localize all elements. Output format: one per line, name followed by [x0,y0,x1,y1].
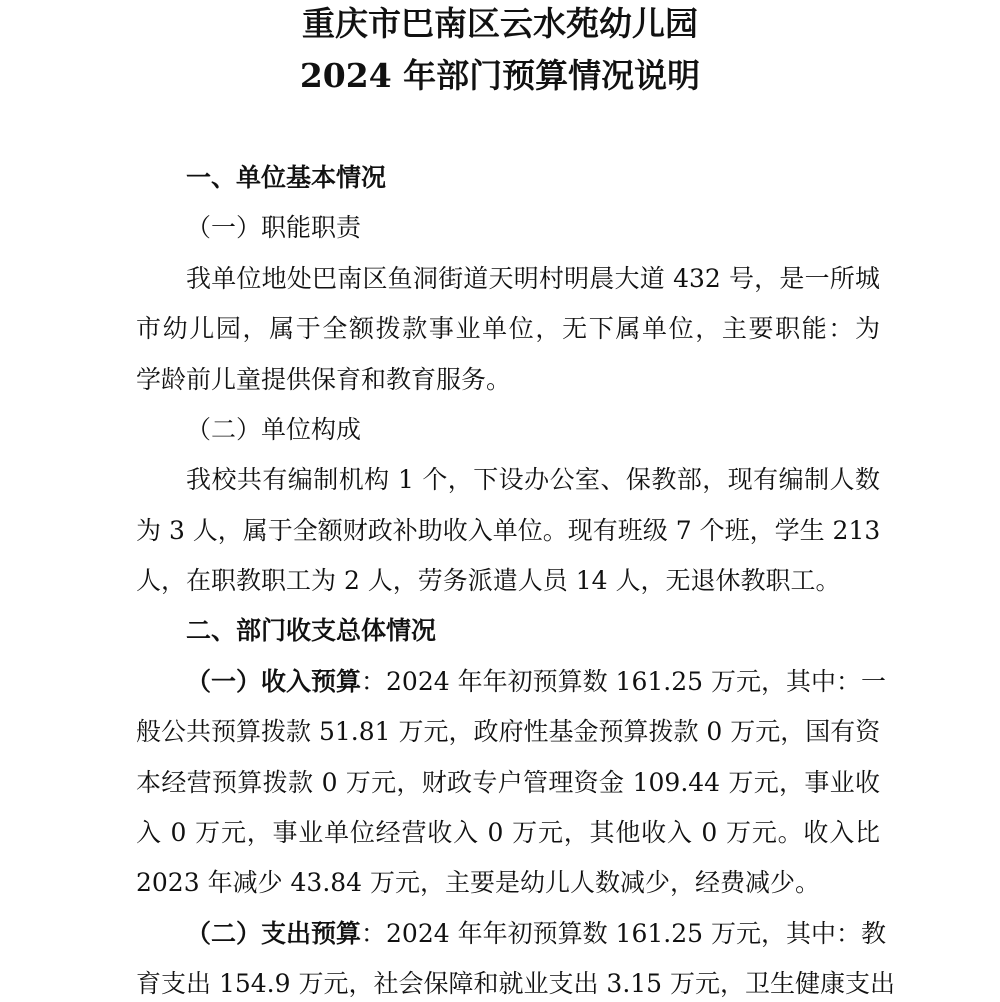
paragraph-line: 2023 年减少 43.84 万元，主要是幼儿人数减少，经费减少。 [136,868,821,897]
paragraph-line: 学龄前儿童提供保育和教育服务。 [136,365,512,394]
section1-sub1-heading: （一）职能职责 [186,213,362,242]
section1-sub2-heading: （二）单位构成 [186,415,362,444]
income-first-line-text: ：2024 年年初预算数 161.25 万元，其中：一 [361,667,886,696]
section1-heading: 一、单位基本情况 [186,163,387,192]
paragraph-line: 本经营预算拨款 0 万元，财政专户管理资金 109.44 万元，事业收 [136,768,880,797]
paragraph-line: 般公共预算拨款 51.81 万元，政府性基金预算拨款 0 万元，国有资 [136,717,881,746]
expense-first-line-text: ：2024 年年初预算数 161.25 万元，其中：教 [361,919,886,948]
expense-first-line [186,916,886,952]
income-label: （一）收入预算 [186,667,362,696]
expense-label: （二）支出预算 [186,919,362,948]
paragraph-line: 我校共有编制机构 1 个，下设办公室、保教部，现有编制人数 [186,465,880,494]
paragraph-line: 我单位地处巴南区鱼洞街道天明村明晨大道 432 号，是一所城 [186,264,880,293]
paragraph-line: 入 0 万元，事业单位经营收入 0 万元，其他收入 0 万元。收入比 [136,818,880,847]
paragraph-line: 为 3 人，属于全额财政补助收入单位。现有班级 7 个班，学生 213 [136,516,881,545]
income-first-line [186,664,886,700]
paragraph-line: 市幼儿园，属于全额拨款事业单位，无下属单位，主要职能：为 [136,314,880,343]
document-title-line1: 重庆市巴南区云水苑幼儿园 [302,4,698,43]
paragraph-line: 育支出 154.9 万元，社会保障和就业支出 3.15 万元，卫生健康支出 [136,969,896,998]
section2-heading: 二、部门收支总体情况 [186,616,437,645]
paragraph-line: 人，在职教职工为 2 人，劳务派遣人员 14 人，无退休教职工。 [136,566,841,595]
document-title-line2: 2024 年部门预算情况说明 [299,56,701,95]
